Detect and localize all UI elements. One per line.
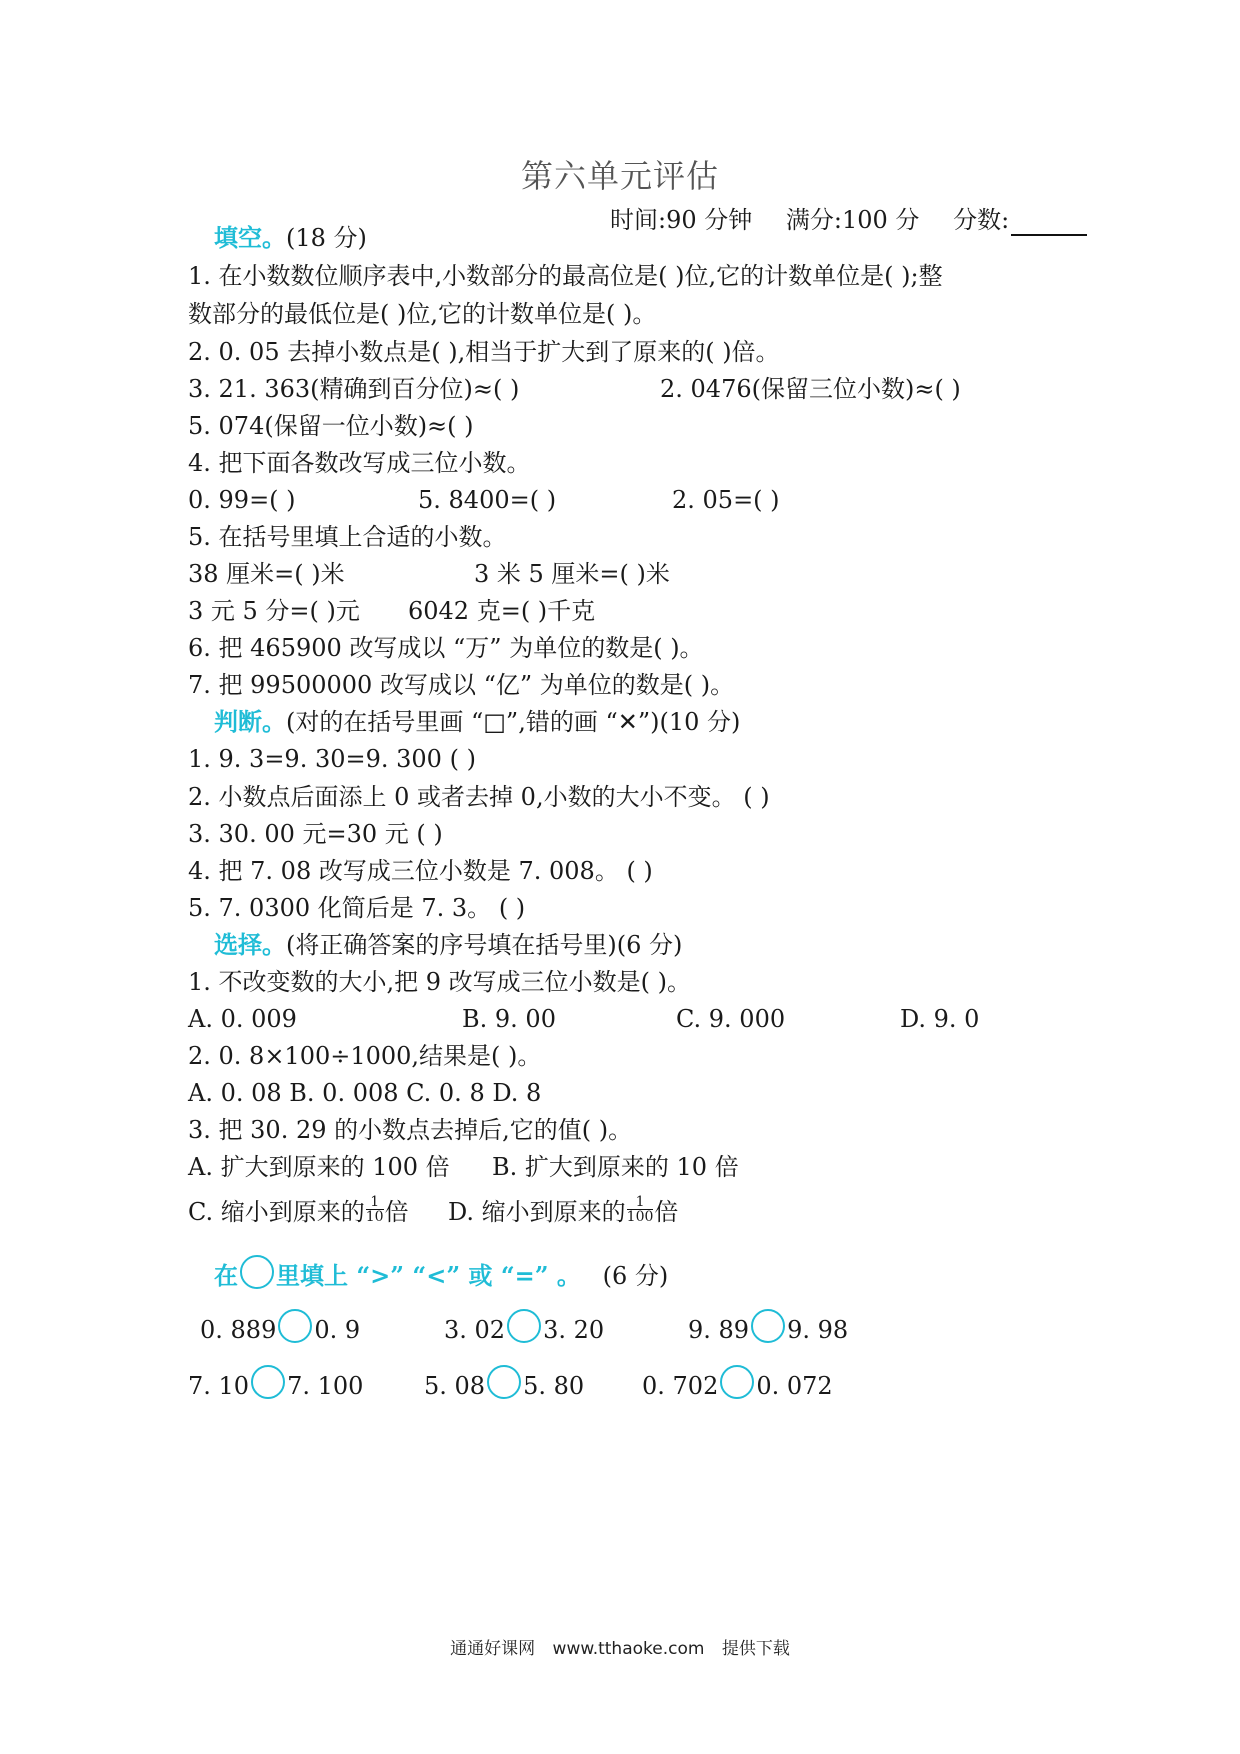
answer-circle[interactable]: [720, 1365, 754, 1399]
judge-q4: 4. 把 7. 08 改写成三位小数是 7. 008。 ( ): [188, 857, 653, 885]
fill-q5-c: 3 元 5 分=( )元: [188, 597, 360, 625]
fill-q4-a: 0. 99=( ): [188, 486, 296, 514]
section-compare-header: [214, 1260, 668, 1295]
exam-meta: [610, 204, 1113, 236]
fill-q3-b: 2. 0476(保留三位小数)≈( ): [660, 375, 961, 403]
section-choice-note: (将正确答案的序号填在括号里)(6 分): [286, 931, 683, 959]
option-c-text: C. 缩小到原来的: [188, 1198, 365, 1226]
judge-q5: 5. 7. 0300 化简后是 7. 3。 ( ): [188, 894, 526, 922]
page-title: 第六单元评估: [520, 157, 719, 195]
choice-q3: 3. 把 30. 29 的小数点去掉后,它的值( )。: [188, 1116, 633, 1144]
fill-q4-c: 2. 05=( ): [672, 486, 780, 514]
compare-right: 3. 20: [543, 1316, 605, 1344]
compare-right: 9. 98: [787, 1316, 849, 1344]
judge-q3: 3. 30. 00 元=30 元 ( ): [188, 820, 443, 848]
choice-q1-option-d: D. 9. 0: [900, 1005, 980, 1033]
fill-q1-line2: 数部分的最低位是( )位,它的计数单位是( )。: [188, 300, 657, 328]
fraction-one-tenth: [366, 1195, 384, 1224]
fill-q5-a: 38 厘米=( )米: [188, 560, 345, 588]
footer: [0, 1634, 1240, 1659]
section-choice-name: 选择。: [214, 930, 286, 959]
score-label: 分数:: [953, 206, 1010, 234]
answer-circle[interactable]: [251, 1365, 285, 1399]
section-fill-name: 填空。: [214, 223, 286, 252]
choice-q3-option-c: [188, 1196, 409, 1228]
choice-q3-option-d: [448, 1196, 678, 1228]
score-blank[interactable]: [1011, 210, 1087, 236]
choice-q3-option-a: A. 扩大到原来的 100 倍: [188, 1153, 450, 1181]
fraction-numerator: 1: [366, 1195, 384, 1210]
circle-icon: [240, 1255, 274, 1289]
fraction-denominator: 10: [365, 1209, 384, 1225]
compare-left: 0. 702: [642, 1372, 719, 1400]
footer-url[interactable]: www.tthaoke.com: [552, 1639, 705, 1659]
fill-q2: 2. 0. 05 去掉小数点是( ),相当于扩大到了原来的( )倍。: [188, 338, 780, 366]
compare-left: 7. 10: [188, 1372, 250, 1400]
compare-item: [200, 1314, 360, 1349]
section-fill-header: [214, 222, 367, 254]
fill-q7: 7. 把 99500000 改写成以 “亿” 为单位的数是( )。: [188, 671, 735, 699]
section-fill-points: (18 分): [286, 224, 367, 252]
compare-item: [688, 1314, 848, 1349]
choice-q1: 1. 不改变数的大小,把 9 改写成三位小数是( )。: [188, 968, 692, 996]
section-judge-note: (对的在括号里画 “□”,错的画 “✕”)(10 分): [286, 708, 741, 736]
footer-suffix: 提供下载: [721, 1639, 790, 1659]
compare-left: 9. 89: [688, 1316, 750, 1344]
judge-q1: 1. 9. 3=9. 30=9. 300 ( ): [188, 745, 476, 773]
compare-item: [424, 1370, 584, 1405]
choice-q3-option-b: B. 扩大到原来的 10 倍: [492, 1153, 739, 1181]
footer-site-name: 通通好课网: [450, 1639, 536, 1659]
compare-right: 5. 80: [523, 1372, 585, 1400]
choice-q2-options: A. 0. 08 B. 0. 008 C. 0. 8 D. 8: [188, 1079, 542, 1107]
fill-q3-a: 3. 21. 363(精确到百分位)≈( ): [188, 375, 520, 403]
section-compare-points: (6 分): [602, 1262, 669, 1290]
compare-item: [642, 1370, 833, 1405]
fill-q3-c: 5. 074(保留一位小数)≈( ): [188, 412, 474, 440]
fill-q1-line1: 1. 在小数数位顺序表中,小数部分的最高位是( )位,它的计数单位是( );整: [188, 262, 943, 290]
compare-left: 5. 08: [424, 1372, 486, 1400]
fill-q5-b: 3 米 5 厘米=( )米: [474, 560, 670, 588]
choice-q1-option-c: C. 9. 000: [676, 1005, 786, 1033]
fraction-one-hundredth: [627, 1195, 654, 1224]
choice-q1-option-b: B. 9. 00: [462, 1005, 556, 1033]
fill-q5: 5. 在括号里填上合适的小数。: [188, 523, 507, 551]
compare-right: 7. 100: [287, 1372, 364, 1400]
fill-q6: 6. 把 465900 改写成以 “万” 为单位的数是( )。: [188, 634, 704, 662]
compare-right: 0. 072: [756, 1372, 833, 1400]
answer-circle[interactable]: [487, 1365, 521, 1399]
time-limit: 时间:90 分钟: [610, 206, 753, 234]
section-choice-header: [214, 929, 682, 961]
option-d-times: 倍: [654, 1198, 679, 1226]
section-compare-middle: 里填上 “>” “<” 或 “=” 。: [276, 1261, 581, 1290]
section-judge-name: 判断。: [214, 707, 286, 736]
option-c-times: 倍: [384, 1198, 409, 1226]
answer-circle[interactable]: [751, 1309, 785, 1343]
full-score: 满分:100 分: [785, 206, 920, 234]
section-compare-prefix: 在: [214, 1261, 238, 1290]
judge-q2: 2. 小数点后面添上 0 或者去掉 0,小数的大小不变。 ( ): [188, 783, 770, 811]
section-judge-header: [214, 706, 740, 738]
fill-q4: 4. 把下面各数改写成三位小数。: [188, 449, 531, 477]
fill-q5-d: 6042 克=( )千克: [408, 597, 596, 625]
compare-left: 3. 02: [444, 1316, 506, 1344]
fill-q4-b: 5. 8400=( ): [418, 486, 557, 514]
answer-circle[interactable]: [507, 1309, 541, 1343]
fraction-numerator: 1: [627, 1195, 654, 1210]
choice-q1-option-a: A. 0. 009: [188, 1005, 297, 1033]
compare-left: 0. 889: [200, 1316, 277, 1344]
option-d-text: D. 缩小到原来的: [448, 1198, 626, 1226]
fraction-denominator: 100: [626, 1209, 654, 1225]
answer-circle[interactable]: [278, 1309, 312, 1343]
compare-item: [444, 1314, 604, 1349]
compare-item: [188, 1370, 363, 1405]
choice-q2: 2. 0. 8×100÷1000,结果是( )。: [188, 1042, 542, 1070]
compare-right: 0. 9: [314, 1316, 361, 1344]
